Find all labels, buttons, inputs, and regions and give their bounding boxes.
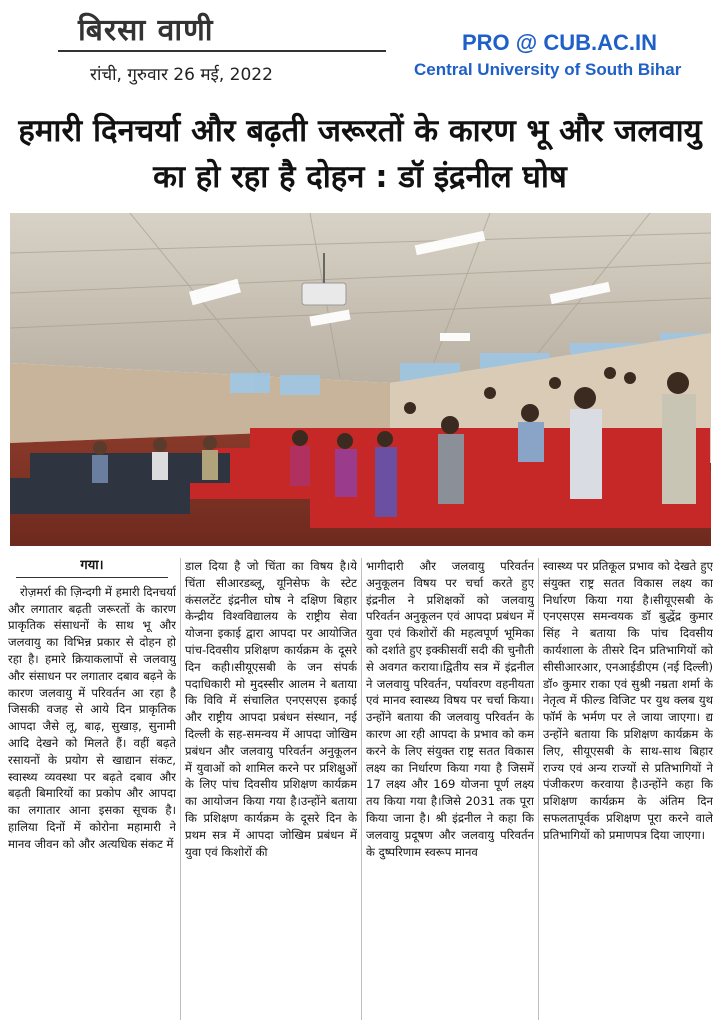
university-name: Central University of South Bihar [414, 60, 682, 79]
article-column-1 [8, 558, 176, 1020]
pro-email: PRO @ CUB.AC.IN [462, 30, 658, 55]
column-divider [180, 558, 181, 1020]
article-paragraph: स्वास्थ्य पर प्रतिकूल प्रभाव को देखते हुए संयुक्त राष्ट्र सतत विकास लक्ष्य का निर्धारण किया गया है।सीयूएसबी के एनएसएस समन्वयक डॉ बुद्धेंद्र कुमार सिंह ने बताया कि पांच दिवसीय कार्यशाला के तीसरे दिन प्रतिभागियों को सीसीआरआर, एनआईडीएम (नई दिल्ली) डॉ० कुमार राका एवं सुश्री नम्रता शर्मा के नेतृत्व में फील्ड विजिट पर युथ क्लब युथ फॉर्म के भर्मण पर ले जाया जाएगा। द्य उन्होंने बताया कि प्रशिक्षण कार्यक्रम के लिए, सीयूएसबी के साथ-साथ बिहार राज्य एवं अन्य राज्यों से प्रतिभागियों ने पंजीकरण करवाया है।उन्होंने कहा कि प्रशिक्षण कार्यक्रम के अंतिम दिन सफलतापूर्वक प्रशिक्षण पूरा करने वाले प्रतिभागियों को प्रमाणपत्र दिया जाएगा। [543, 559, 713, 842]
news-photo [10, 213, 711, 546]
column-divider [538, 558, 539, 1020]
dateline: रांची, गुरुवार 26 मई, 2022 [90, 65, 273, 85]
newspaper-name: बिरसा वाणी [78, 13, 214, 48]
headline: हमारी दिनचर्या और बढ़ती जरूरतों के कारण भू और जलवायु का हो रहा है दोहन : डॉ इंद्रनील घोष [18, 113, 702, 195]
article-column-2 [185, 558, 357, 1020]
column-divider [361, 558, 362, 1020]
byline: गया। [16, 558, 168, 578]
masthead-divider [58, 50, 386, 52]
article-column-3 [366, 558, 534, 1020]
article-paragraph: डाल दिया है जो चिंता का विषय है।ये चिंता सीआरडब्लू, यूनिसेफ के स्टेट कंसलटेंट इंद्रनील घोष ने दक्षिण बिहार केन्द्रीय विश्वविद्यालय के राष्ट्रीय सेवा योजना इकाई द्वारा आपदा पर आयोजित पांच-दिवसीय प्रशिक्षण कार्यक्रम के दूसरे दिन कही।सीयूएसबी के जन संपर्क पदाधिकारी मो मुदस्सीर आलम ने बताया कि विवि में संचालित एनएसएस इकाई और राष्ट्रीय आपदा प्रबंधन संस्थान, नई दिल्ली के सह-समन्वय में आपदा जोखिम प्रबंधन और जलवायु परिवर्तन अनुकूलन में युवाओं को शामिल करने पर प्रशिक्षुओं के लिए पांच दिवसीय प्रशिक्षण कार्यक्रम का आयोजन किया गया है।उन्होंने बताया कि प्रशिक्षण कार्यक्रम के दूसरे दिन के प्रथम सत्र में आपदा जोखिम प्रबंधन में युवा एवं किशोरों की [185, 559, 357, 859]
article-column-4 [543, 558, 713, 1020]
article-paragraph: भागीदारी और जलवायु परिवर्तन अनुकूलन विषय पर चर्चा करते हुए इंद्रनील ने प्रशिक्षकों को जलवायु परिवर्तन अनुकूलन एवं आपदा प्रबंधन में युवा एवं किशोरों की महत्वपूर्ण भूमिका को दर्शाते हुए इक्कीसवीं सदी की चुनौती से अवगत कराया।द्वितीय सत्र में इंद्रनील ने जलवायु परिवर्तन, पर्यावरण वहनीयता एवं मानव स्वास्थ्य विषय पर चर्चा किया।उन्होंने बताया की जलवायु परिवर्तन के कारण आ रही आपदा के प्रभाव को कम करने के लिए संयुक्त राष्ट्र सतत विकास लक्ष्य का निर्धारण किया गया है जिसमें 17 लक्ष्य और 169 योजना पूर्ण लक्ष्य तय किया गया है।जिसे 2031 तक पूरा किया जाना है। श्री इंद्रनील ने कहा कि जलवायु प्रदूषण और जलवायु परिवर्तन के दुष्परिणाम स्वरूप मानव [366, 559, 534, 859]
seminar-hall-image [10, 213, 711, 546]
article-paragraph: रोज़मर्रा की ज़िन्दगी में हमारी दिनचर्या और लगातार बढ़ती जरूरतों के कारण प्राकृतिक संसाधनों के साथ भू और जलवायु का विभिन्न प्रकार से दोहन हो रहा है। हमारे क्रियाकलापों से जलवायु और संसाधन पर लगातार दबाव बढ़ने के कारण जलवायु में परिवर्तन आ रहा है जिसकी वजह से आये दिन प्राकृतिक आपदा जैसे लू, बाढ़, सुखाड़, सुनामी आदि देखने को मिलते हैं। वहीं बढ़ते रसायनों के प्रयोग से खाद्यान संकट, स्वास्थ्य व्यवस्था पर बढ़ते दबाव और बढ़ती बिमारियों का प्रकोप और आपदा का लगातार आना इसका सूचक है।हालिया दिनों में कोरोना महामारी ने मानव जीवन को और अत्यधिक संकट में [8, 584, 176, 851]
